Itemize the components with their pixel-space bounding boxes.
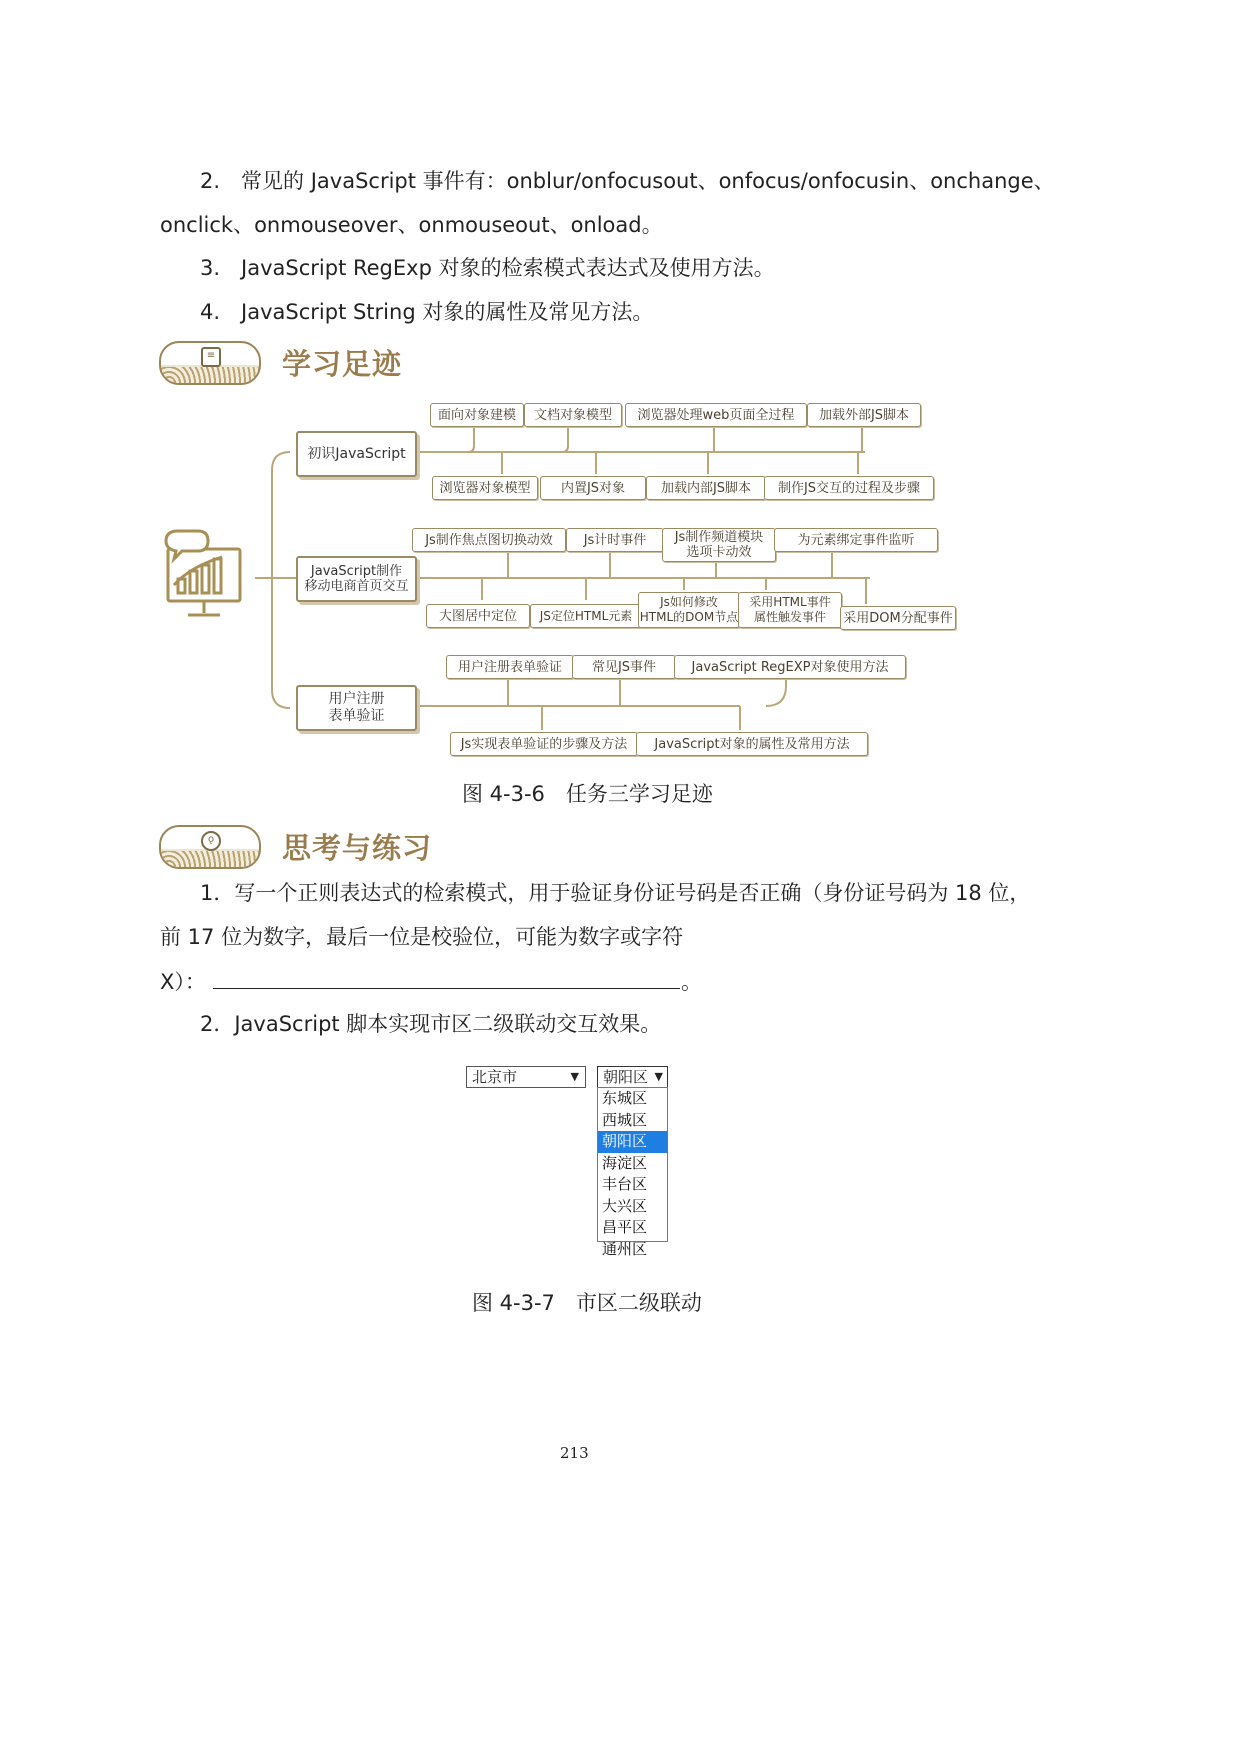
mindmap-node-line: 属性触发事件 [753, 610, 826, 624]
clipboard-icon: ≡ [201, 347, 221, 367]
district-option[interactable]: 海淀区 [602, 1153, 648, 1172]
mindmap-node: 加载外部JS脚本 [807, 403, 921, 427]
paragraph-2-line-2: onclick、onmouseover、onmouseout、onload。 [160, 213, 663, 237]
mindmap-main-register-validation [296, 685, 417, 731]
mindmap-main-label: 初识JavaScript [307, 445, 406, 462]
figure-caption-4-3-6: 图 4-3-6 任务三学习足迹 [462, 782, 713, 806]
mindmap-node: 用户注册表单验证 [446, 655, 574, 679]
exercise-2: 2．JavaScript 脚本实现市区二级联动交互效果。 [200, 1012, 662, 1036]
exercise-1-line-3-suffix: 。 [681, 970, 702, 994]
district-option[interactable]: 朝阳区 [598, 1131, 667, 1153]
figure-caption-4-3-7: 图 4-3-7 市区二级联动 [472, 1291, 702, 1315]
mindmap-node: 采用DOM分配事件 [840, 606, 956, 630]
paragraph-3: 3. JavaScript RegExp 对象的检索模式表达式及使用方法。 [200, 256, 775, 280]
mindmap-main-mobile-ecommerce [296, 556, 417, 602]
mindmap-node: 制作JS交互的过程及步骤 [764, 476, 934, 500]
mindmap-node: 大图居中定位 [426, 604, 530, 628]
mindmap-node: 为元素绑定事件监听 [774, 528, 938, 552]
mindmap-node: JavaScript RegEXP对象使用方法 [674, 655, 906, 679]
section-title-learning-footprint: 学习足迹 [282, 347, 403, 381]
mindmap-main-label: 表单验证 [328, 708, 385, 724]
mindmap-main-label: 移动电商首页交互 [304, 579, 409, 594]
mindmap-main-label: 用户注册 [328, 691, 385, 707]
district-option[interactable]: 东城区 [602, 1089, 648, 1107]
mindmap-node: 浏览器处理web页面全过程 [625, 403, 807, 427]
mindmap-node: 文档对象模型 [524, 403, 622, 427]
mindmap-node [738, 592, 842, 628]
mindmap-node: 浏览器对象模型 [432, 476, 538, 500]
exercise-1-line-2: 前 17 位为数字，最后一位是校验位，可能为数字或字符 [160, 925, 684, 949]
district-option-list[interactable] [597, 1087, 668, 1258]
mindmap-node: 内置JS对象 [540, 476, 646, 500]
district-option[interactable]: 通州区 [602, 1239, 648, 1258]
mindmap-node: 面向对象建模 [430, 403, 524, 427]
district-option[interactable]: 西城区 [602, 1110, 648, 1129]
mindmap-node: Js制作焦点图切换动效 [412, 528, 566, 552]
computer-chart-icon [160, 527, 244, 623]
district-select-value: 朝阳区 [603, 1068, 649, 1086]
mindmap-main-intro-js [296, 431, 417, 477]
mindmap-main-label: JavaScript制作 [310, 564, 403, 579]
section-badge [159, 825, 261, 869]
chevron-down-icon: ▼ [570, 1070, 579, 1083]
page-number: 213 [560, 1444, 589, 1462]
city-select[interactable] [466, 1066, 586, 1088]
exercise-1-line-3-prefix: X）： [160, 970, 206, 994]
district-option[interactable]: 昌平区 [602, 1218, 648, 1236]
paragraph-4: 4. JavaScript String 对象的属性及常见方法。 [200, 300, 654, 324]
mindmap-node-line: 采用HTML事件 [749, 595, 831, 609]
mindmap-connectors [0, 0, 1240, 800]
mindmap-node: JS定位HTML元素 [530, 604, 642, 628]
mindmap-node-line: HTML的DOM节点 [639, 610, 739, 624]
mindmap-node: 常见JS事件 [572, 655, 676, 679]
mindmap-node [638, 592, 740, 628]
lightbulb-icon: ǫ [201, 831, 221, 851]
mindmap-node-line: Js制作频道模块 [674, 530, 764, 545]
mindmap-node [662, 528, 776, 562]
answer-blank[interactable] [213, 988, 680, 989]
exercise-1-line-1: 1．写一个正则表达式的检索模式，用于验证身份证号码是否正确（身份证号码为 18 位， [200, 881, 1031, 905]
district-select[interactable] [597, 1066, 668, 1088]
mindmap-node: Js实现表单验证的步骤及方法 [450, 732, 638, 756]
mindmap-node: Js计时事件 [566, 528, 664, 552]
city-select-value: 北京市 [472, 1068, 518, 1086]
chevron-down-icon: ▼ [654, 1070, 663, 1083]
paragraph-2-line-1: 2. 常见的 JavaScript 事件有：onblur/onfocusout、onfocus/onfocusin、onchange、 [200, 169, 1055, 193]
district-option[interactable]: 大兴区 [602, 1196, 648, 1215]
mindmap-node-line: 选项卡动效 [686, 545, 752, 560]
district-option[interactable]: 丰台区 [602, 1175, 648, 1193]
section-title-exercises: 思考与练习 [282, 831, 433, 865]
mindmap [0, 0, 1240, 800]
mindmap-node: 加载内部JS脚本 [646, 476, 766, 500]
mindmap-node-line: Js如何修改 [660, 595, 718, 609]
mindmap-node: JavaScript对象的属性及常用方法 [636, 732, 868, 756]
